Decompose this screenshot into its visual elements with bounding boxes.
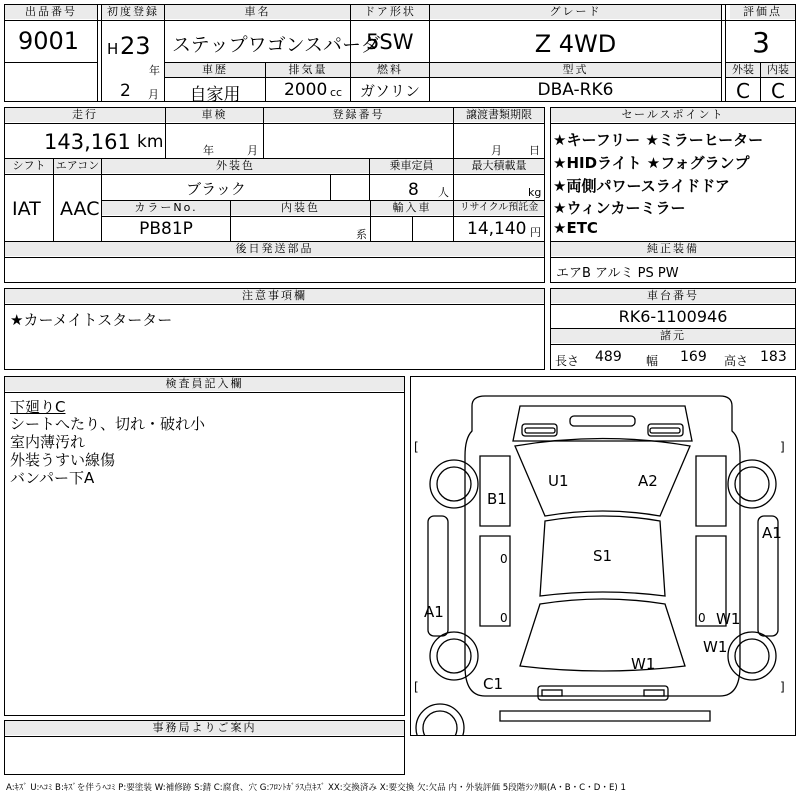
sales-points-header: セールスポイント bbox=[551, 108, 795, 122]
reg-number-header: 登録番号 bbox=[264, 108, 453, 122]
recycle-header: リサイクル預託金 bbox=[454, 201, 544, 215]
shift-header: シフト bbox=[5, 159, 53, 173]
first-reg-header: 初度登録 bbox=[102, 5, 164, 19]
ac-header: エアコン bbox=[55, 159, 100, 172]
car-diagram bbox=[410, 376, 796, 736]
capacity-unit: 人 bbox=[438, 186, 449, 199]
inspector-line-5: バンパー下A bbox=[10, 469, 95, 487]
mileage-header: 走行 bbox=[5, 108, 165, 122]
ext-color-header: 外装色 bbox=[102, 159, 369, 173]
inspector-header: 検査員記入欄 bbox=[5, 377, 404, 391]
displacement-header: 排気量 bbox=[266, 63, 350, 77]
mark-b1: B1 bbox=[487, 490, 507, 508]
mark-w1-a: W1 bbox=[716, 610, 741, 628]
width-label: 幅 bbox=[646, 354, 659, 368]
sales-point-3: ★両側パワースライドドア bbox=[553, 177, 730, 195]
lot-header: 出品番号 bbox=[5, 5, 97, 19]
car-name: ステップワゴンスパーダ bbox=[172, 34, 381, 56]
ac: AAC bbox=[60, 198, 100, 220]
transfer-date-header: 譲渡書類期限 bbox=[454, 108, 544, 122]
genuine-header: 純正装備 bbox=[551, 242, 795, 256]
load-unit: kg bbox=[528, 186, 542, 199]
capacity-header: 乗車定員 bbox=[370, 159, 453, 173]
dims-header: 諸元 bbox=[551, 329, 795, 343]
inspection-header: 車検 bbox=[166, 108, 263, 122]
legend-text: A:ｷｽﾞ U:ﾍｺﾐ B:ｷｽﾞを伴うﾍｺﾐ P:要塗装 W:補修跡 S:錆 C:腐食、穴 G:ﾌﾛﾝﾄｶﾞﾗｽ点ｷｽﾞ XX:交換済み X:要交換 欠:欠品 内・外装評価 5段階ﾗﾝｸ順(A・B・C・D・E) 1 bbox=[6, 783, 626, 793]
later-parts-header: 後日発送部品 bbox=[5, 242, 544, 256]
zero-mark-2: 0 bbox=[500, 611, 508, 625]
fuel-header: 燃料 bbox=[351, 63, 429, 77]
mark-a1-right: A1 bbox=[762, 524, 782, 542]
notes-text: ★カーメイトスターター bbox=[10, 311, 173, 329]
lot-number: 9001 bbox=[18, 27, 80, 55]
mark-s1: S1 bbox=[593, 547, 613, 565]
zero-mark-1: 0 bbox=[500, 552, 508, 566]
bracket-right-1: ] bbox=[780, 440, 785, 454]
model-code-header: 型式 bbox=[430, 63, 721, 77]
zero-mark-3: 0 bbox=[698, 611, 706, 625]
transfer-month-unit: 月 bbox=[491, 144, 502, 157]
history: 自家用 bbox=[189, 85, 241, 105]
mark-a2: A2 bbox=[638, 472, 658, 490]
transfer-day-unit: 日 bbox=[529, 144, 540, 157]
chassis-header: 車台番号 bbox=[551, 289, 795, 303]
mileage: 143,161 bbox=[44, 130, 131, 154]
mark-u1: U1 bbox=[548, 472, 569, 490]
mark-c1: C1 bbox=[483, 675, 504, 693]
reg-month: 2 bbox=[120, 81, 131, 101]
office-header: 事務局よりご案内 bbox=[5, 721, 404, 735]
model-code: DBA-RK6 bbox=[537, 80, 614, 100]
max-load-header: 最大積載量 bbox=[454, 159, 544, 173]
grade-header: グレード bbox=[430, 5, 721, 19]
capacity: 8 bbox=[408, 180, 419, 200]
recycle-unit: 円 bbox=[530, 226, 541, 239]
mileage-unit: km bbox=[137, 132, 164, 152]
inspector-line-3: 室内薄汚れ bbox=[10, 433, 86, 451]
genuine-equipment: エアB アルミ PS PW bbox=[556, 266, 679, 281]
grade: Z 4WD bbox=[534, 30, 617, 58]
color-no: PB81P bbox=[139, 219, 193, 239]
sales-point-1: ★キーフリー ★ミラーヒーター bbox=[553, 131, 764, 149]
int-color-unit: 系 bbox=[356, 228, 367, 241]
year-unit: 年 bbox=[149, 64, 160, 77]
ext-color: ブラック bbox=[186, 180, 246, 198]
car-name-header: 車名 bbox=[165, 5, 350, 19]
color-no-header: カラーNo. bbox=[102, 201, 230, 215]
bracket-right-2: ] bbox=[780, 680, 785, 694]
sales-point-4: ★ウィンカーミラー bbox=[553, 199, 686, 217]
score: 3 bbox=[752, 26, 770, 59]
displacement: 2000 bbox=[284, 80, 328, 100]
mark-w1-c: W1 bbox=[631, 655, 656, 673]
interior-grade: C bbox=[771, 79, 785, 103]
reg-year: 23 bbox=[120, 32, 151, 60]
bracket-left-2: [ bbox=[414, 680, 419, 694]
height-label: 高さ bbox=[724, 354, 749, 368]
month-unit: 月 bbox=[148, 88, 159, 101]
sales-point-2: ★HIDライト ★フォグランプ bbox=[553, 154, 750, 172]
insp-year-unit: 年 bbox=[203, 144, 214, 157]
length-value: 489 bbox=[595, 349, 622, 365]
era: H bbox=[107, 40, 119, 58]
length-label: 長さ bbox=[555, 354, 580, 368]
interior-header: 内装 bbox=[761, 63, 795, 77]
inspector-line-2: シートへたり、切れ・破れ小 bbox=[10, 415, 206, 433]
door-type-header: ドア形状 bbox=[351, 5, 429, 19]
height-value: 183 bbox=[760, 349, 787, 365]
bracket-left-1: [ bbox=[414, 440, 419, 454]
exterior-grade: C bbox=[736, 79, 750, 103]
notes-header: 注意事項欄 bbox=[5, 289, 544, 303]
inspector-line-4: 外装うすい線傷 bbox=[10, 451, 116, 469]
inspector-line-1: 下廻りC bbox=[10, 398, 66, 416]
int-color-header: 内装色 bbox=[231, 201, 370, 215]
history-header: 車歴 bbox=[165, 63, 265, 77]
displacement-unit: cc bbox=[330, 86, 343, 99]
score-header: 評価点 bbox=[730, 5, 795, 19]
import-header: 輸入車 bbox=[371, 201, 453, 215]
mark-w1-b: W1 bbox=[703, 638, 728, 656]
recycle-fee: 14,140 bbox=[467, 219, 527, 239]
shift: IAT bbox=[12, 198, 41, 220]
mark-a1-left: A1 bbox=[424, 603, 444, 621]
sales-point-5: ★ETC bbox=[553, 219, 598, 237]
fuel: ガソリン bbox=[359, 82, 420, 100]
chassis-number: RK6-1100946 bbox=[618, 307, 728, 326]
insp-month-unit: 月 bbox=[247, 144, 258, 157]
width-value: 169 bbox=[680, 349, 707, 365]
exterior-header: 外装 bbox=[726, 63, 760, 77]
door-type: 5SW bbox=[366, 30, 414, 54]
